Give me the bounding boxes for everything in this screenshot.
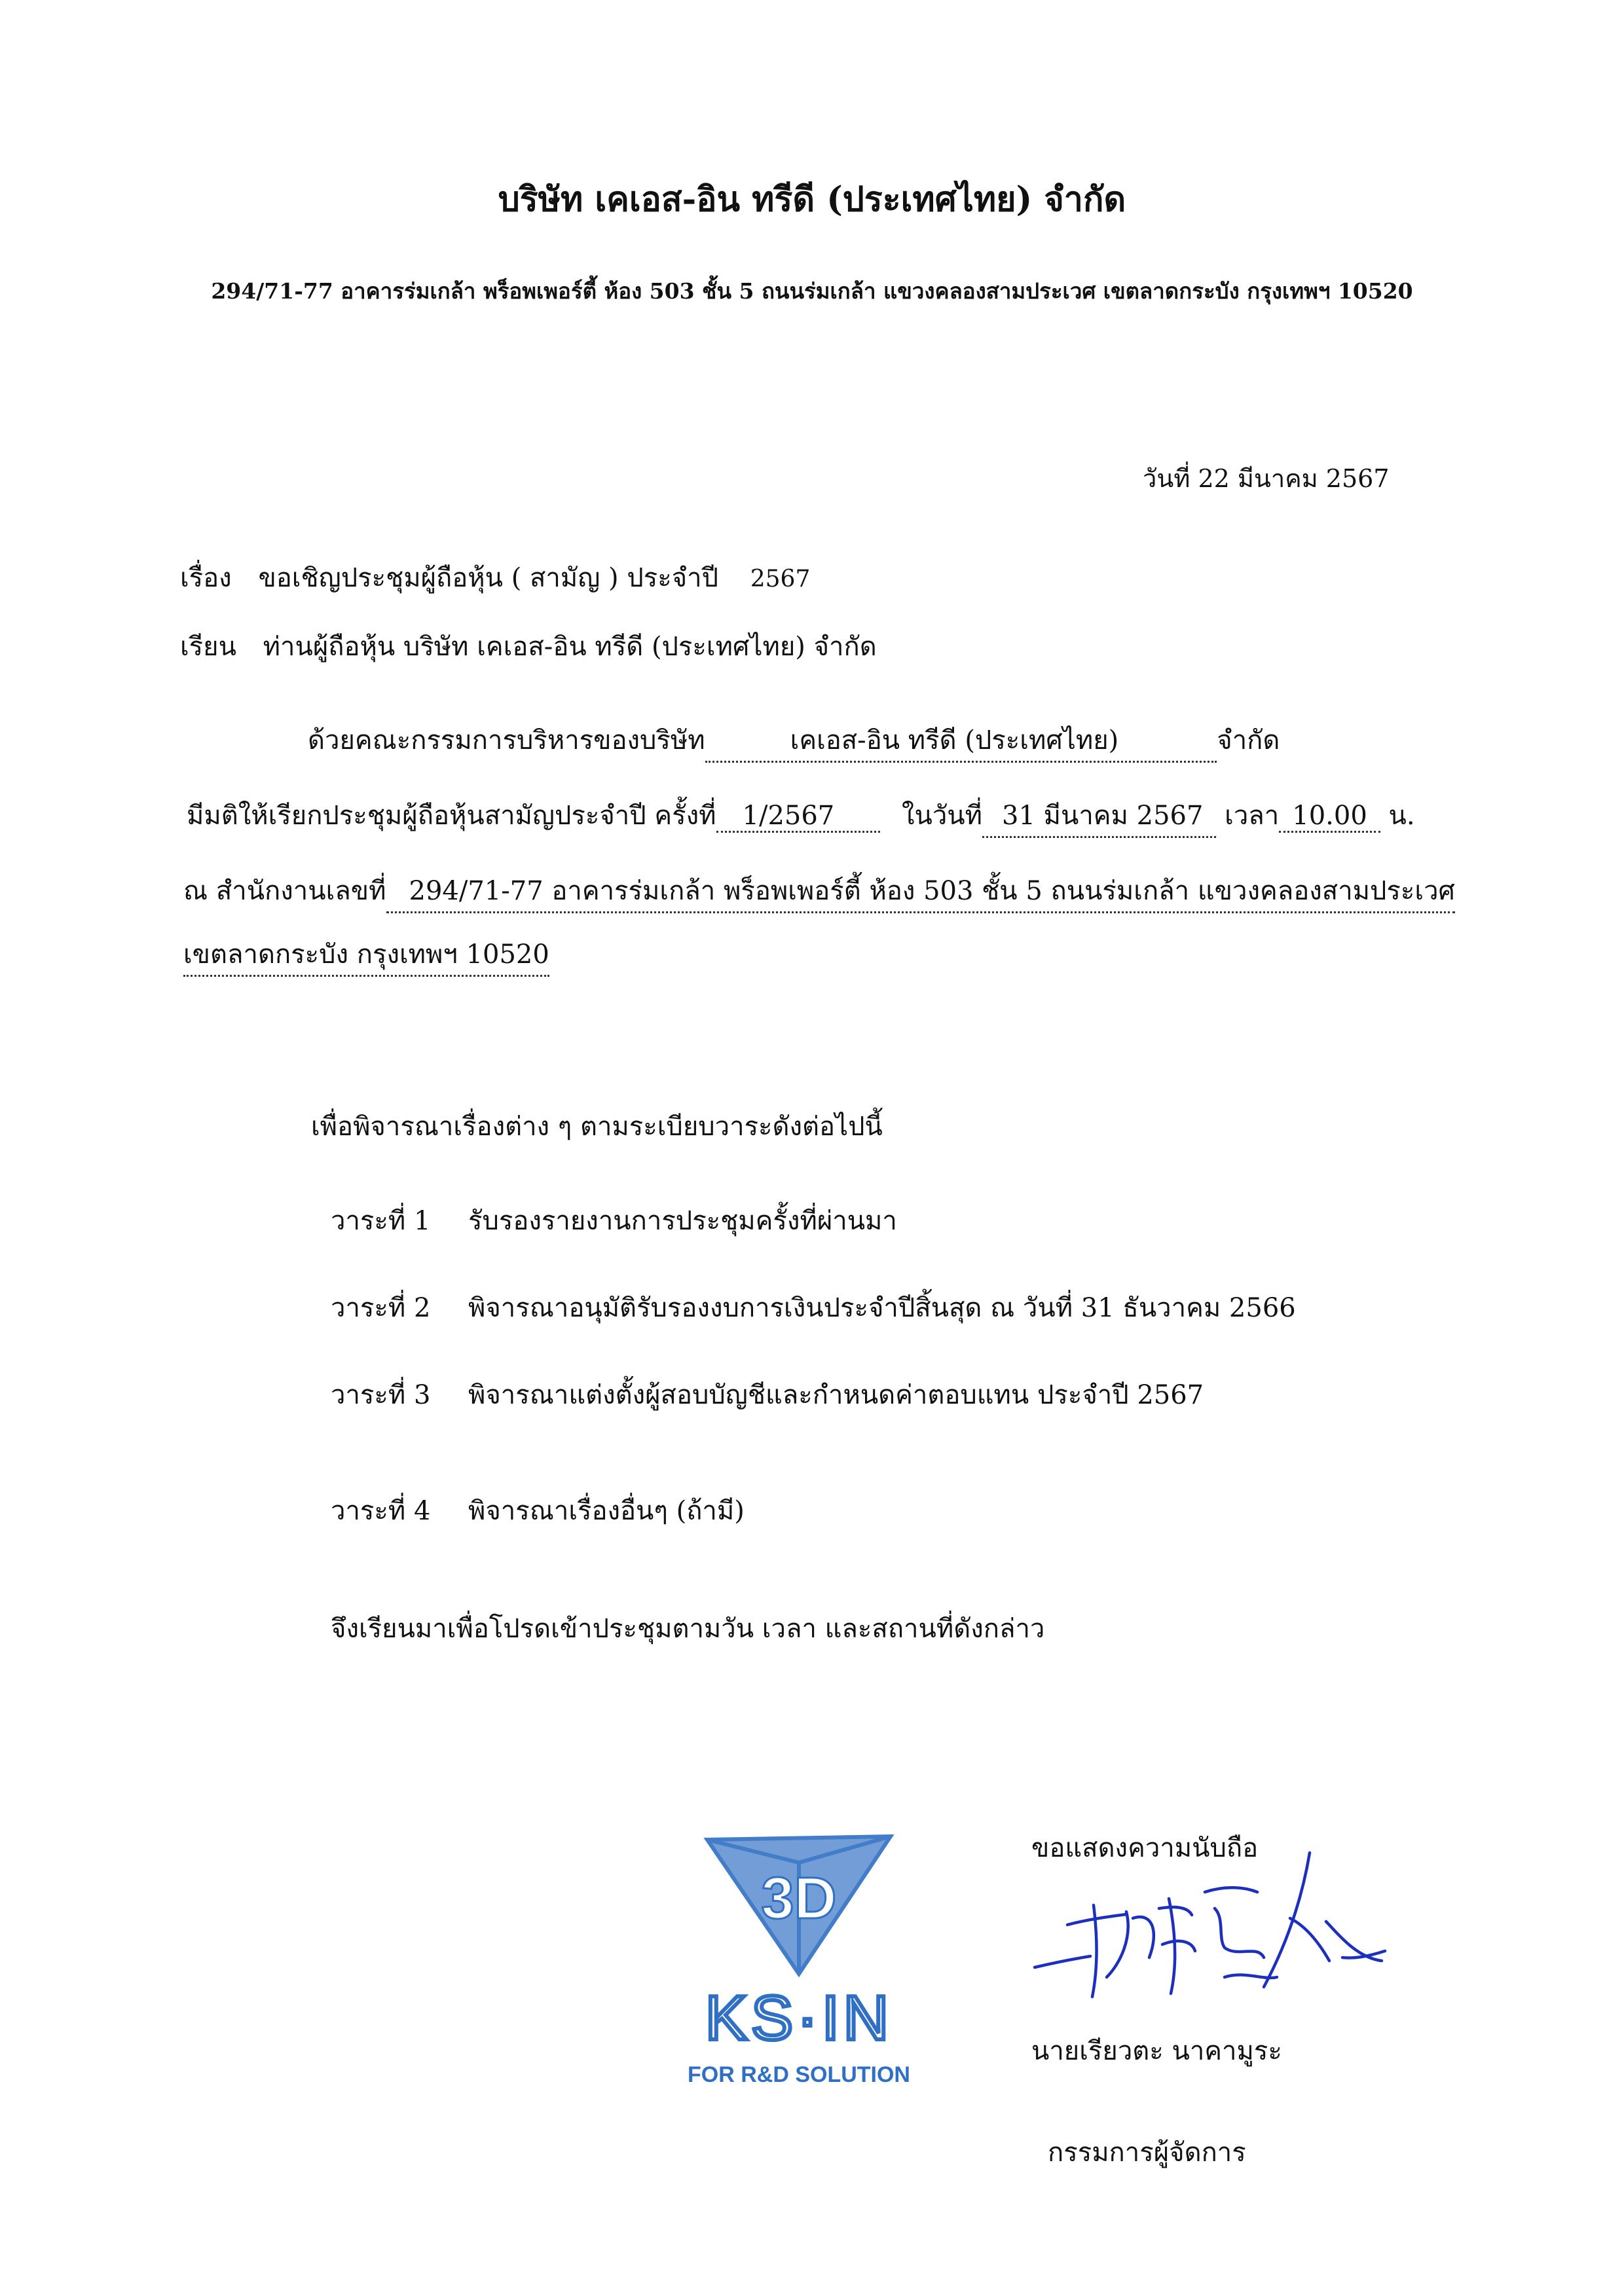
handwritten-signature — [1028, 1846, 1395, 2030]
recipient-text: ท่านผู้ถือหุ้น บริษัท เคเอส-อิน ทรีดี (ประเทศไทย) จำกัด — [263, 632, 877, 662]
subject-line — [180, 556, 810, 598]
venue-field-1: 294/71-77 อาคารร่มเกล้า พร็อพเพอร์ตี้ ห้อง 503 ชั้น 5 ถนนร่มเกล้า แขวงคลองสามประเวศ — [386, 869, 1455, 913]
body-line-1 — [308, 719, 1280, 763]
subject-label: เรื่อง — [180, 563, 232, 593]
on-date-label: ในวันที่ — [901, 801, 983, 831]
subject-text: ขอเชิญประชุมผู้ถือหุ้น ( สามัญ ) ประจำปี — [258, 563, 719, 593]
subject-year: 2567 — [750, 566, 811, 592]
time-label: เวลา — [1225, 801, 1280, 831]
agenda-item-label: วาระที่ 3 — [331, 1380, 431, 1410]
resolution-text: มีมติให้เรียกประชุมผู้ถือหุ้นสามัญประจำปี ครั้งที่ — [187, 801, 716, 831]
agenda-item — [331, 1199, 897, 1241]
company-name-field: เคเอส-อิน ทรีดี (ประเทศไทย) — [705, 719, 1217, 763]
agenda-item-label: วาระที่ 1 — [331, 1206, 431, 1236]
company-stamp — [668, 1823, 943, 2098]
meeting-number-field: 1/2567 — [716, 801, 881, 833]
meeting-time-field: 10.00 — [1279, 801, 1380, 833]
meeting-date-field: 31 มีนาคม 2567 — [982, 794, 1216, 838]
agenda-item — [331, 1489, 745, 1531]
body-limited: จำกัด — [1217, 725, 1280, 756]
body-line-3 — [183, 869, 1455, 913]
agenda-intro: เพื่อพิจารณาเรื่องต่าง ๆ ตามระเบียบวาระดังต่อไปนี้ — [311, 1112, 883, 1142]
regards-text: ขอแสดงความนับถือ — [1031, 1833, 1259, 1863]
stamp-emblem-text: 3D — [761, 1866, 837, 1931]
agenda-item-text: พิจารณาแต่งตั้งผู้สอบบัญชีและกำหนดค่าตอบแทน ประจำปี 2567 — [468, 1380, 1204, 1410]
letter-date: วันที่ 22 มีนาคม 2567 — [1143, 464, 1390, 493]
agenda-item — [331, 1374, 1204, 1415]
agenda-item-label: วาระที่ 2 — [331, 1293, 431, 1323]
signer-name: นายเรียวตะ นาคามูระ — [1031, 2036, 1282, 2066]
stamp-tagline: FOR R&D SOLUTION — [688, 2062, 910, 2087]
signer-position: กรรมการผู้จัดการ — [1048, 2138, 1246, 2168]
agenda-item-text: รับรองรายงานการประชุมครั้งที่ผ่านมา — [468, 1206, 897, 1236]
company-title: บริษัท เคเอส-อิน ทรีดี (ประเทศไทย) จำกัด — [498, 179, 1126, 219]
recipient-label: เรียน — [180, 632, 236, 662]
agenda-item-text: พิจารณาเรื่องอื่นๆ (ถ้ามี) — [468, 1496, 745, 1526]
venue-field-2: เขตลาดกระบัง กรุงเทพฯ 10520 — [183, 933, 549, 977]
body-intro: ด้วยคณะกรรมการบริหารของบริษัท — [308, 725, 705, 756]
time-unit: น. — [1388, 801, 1415, 831]
stamp-brand-text: KS·IN — [705, 1983, 893, 2053]
closing-text: จึงเรียนมาเพื่อโปรดเข้าประชุมตามวัน เวลา และสถานที่ดังกล่าว — [331, 1614, 1045, 1644]
body-line-4 — [183, 933, 549, 977]
body-line-2 — [187, 794, 1415, 838]
venue-label: ณ สำนักงานเลขที่ — [183, 876, 386, 906]
agenda-item-text: พิจารณาอนุมัติรับรองงบการเงินประจำปีสิ้นสุด ณ วันที่ 31 ธันวาคม 2566 — [468, 1293, 1296, 1323]
company-address: 294/71-77 อาคารร่มเกล้า พร็อพเพอร์ตี้ ห้อง 503 ชั้น 5 ถนนร่มเกล้า แขวงคลองสามประเวศ เขตลาดกระบัง กรุงเทพฯ 10520 — [211, 278, 1413, 304]
agenda-item — [331, 1286, 1296, 1328]
agenda-item-label: วาระที่ 4 — [331, 1496, 431, 1526]
recipient-line — [180, 625, 877, 667]
